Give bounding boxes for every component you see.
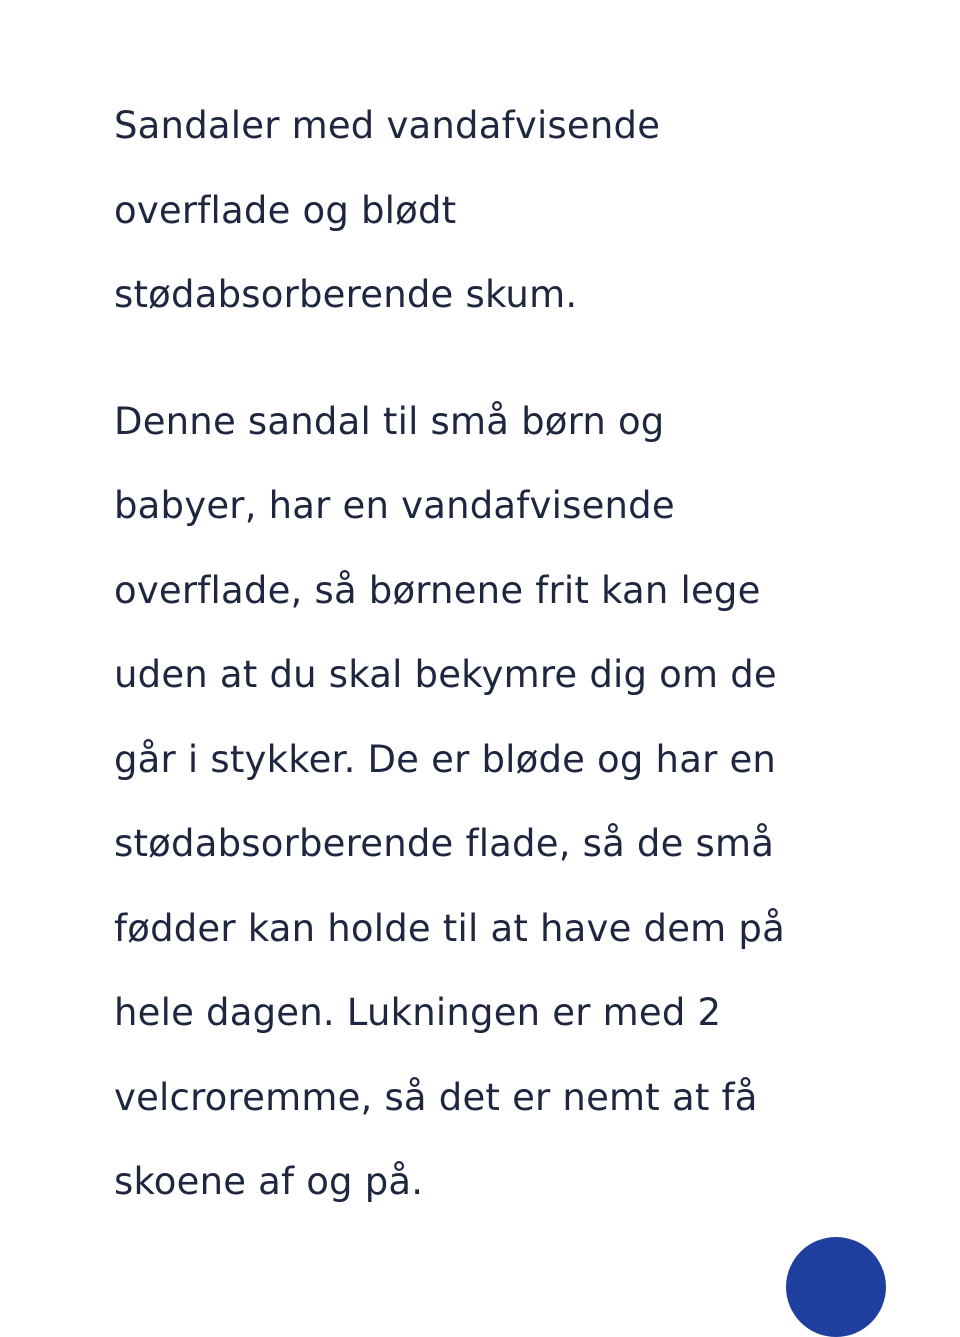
text-line: velcroremme, så det er nemt at få (114, 1075, 758, 1119)
description-paragraph-intro (114, 84, 834, 338)
text-line: skoene af og på. (114, 1160, 424, 1203)
text-line: fødder kan holde til at have dem på (114, 906, 785, 950)
text-line: uden at du skal bekymre dig om de (114, 653, 777, 696)
text-line: babyer, har en vandafvisende (114, 484, 675, 527)
text-line: hele dagen. Lukningen er med 2 (114, 991, 722, 1034)
text-line: overflade og blødt (114, 188, 457, 232)
floating-action-button[interactable] (786, 1237, 886, 1337)
text-line: Sandaler med vandafvisende (114, 104, 661, 147)
text-line: overflade, så børnene frit kan lege (114, 568, 761, 612)
text-line: stødabsorberende skum. (114, 273, 578, 316)
text-line: Denne sandal til små børn og (114, 399, 665, 443)
text-line: stødabsorberende flade, så de små (114, 822, 775, 865)
product-description (114, 84, 834, 1225)
text-line: går i stykker. De er bløde og har en (114, 737, 777, 781)
description-paragraph-details (114, 380, 834, 1225)
